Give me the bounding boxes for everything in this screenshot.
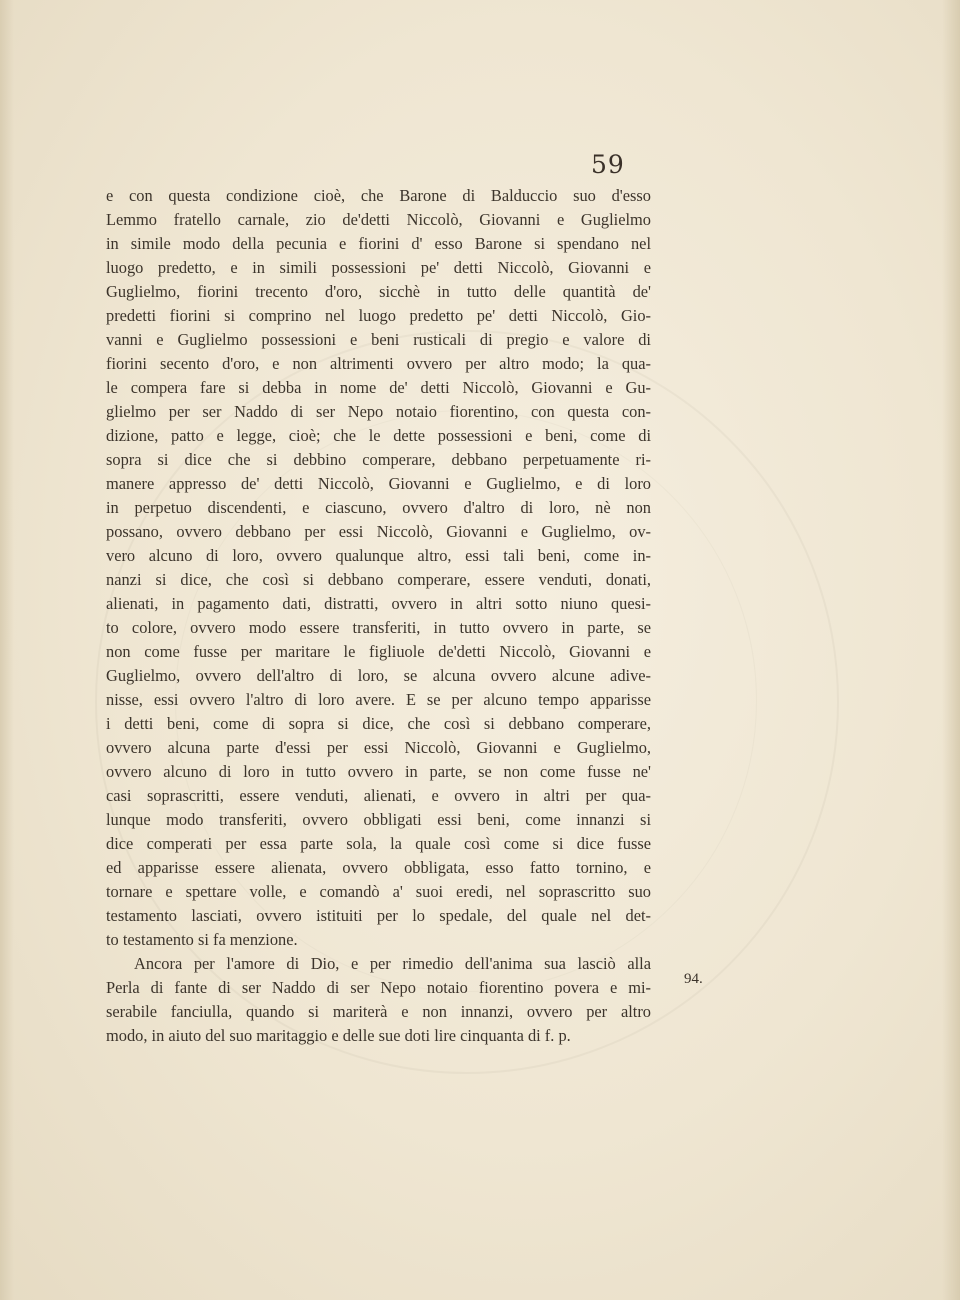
text-line: Lemmo fratello carnale, zio de'detti Niccolò, Giovanni e Guglielmo [106,210,651,229]
text-line: lunque modo transferiti, ovvero obbligati essi beni, come innanzi si [106,810,651,829]
text-line: possano, ovvero debbano per essi Niccolò, Giovanni e Guglielmo, ov- [106,522,651,541]
text-line: serabile fanciulla, quando si mariterà e non innanzi, ovvero per altro [106,1002,651,1021]
text-line: glielmo per ser Naddo di ser Nepo notaio fiorentino, con questa con- [106,402,651,421]
text-line: to colore, ovvero modo essere transferiti, in tutto ovvero in parte, se [106,618,651,637]
text-line: casi soprascritti, essere venduti, alienati, e ovvero in altri per qua- [106,786,651,805]
text-line: fiorini secento d'oro, e non altrimenti ovvero per altro modo; la qua- [106,354,651,373]
page-number: 59 [591,150,625,179]
text-line: testamento lasciati, ovvero istituiti per lo spedale, del quale nel det- [106,906,651,925]
page-edge-right [942,0,960,1300]
text-line: in simile modo della pecunia e fiorini d' esso Barone si spendano nel [106,234,651,253]
text-line: sopra si dice che si debbino comperare, debbano perpetuamente ri- [106,450,651,469]
text-line: Perla di fante di ser Naddo di ser Nepo notaio fiorentino povera e mi- [106,978,651,997]
text-line: predetti fiorini si comprino nel luogo predetto pe' detti Niccolò, Gio- [106,306,651,325]
text-line: dice comperati per essa parte sola, la quale così come si dice fusse [106,834,651,853]
text-line: to testamento si fa menzione. [106,930,298,949]
text-line: Guglielmo, fiorini trecento d'oro, sicchè in tutto delle quantità de' [106,282,651,301]
text-line: alienati, in pagamento dati, distratti, ovvero in altri sotto niuno quesi- [106,594,651,613]
text-line: luogo predetto, e in simili possessioni pe' detti Niccolò, Giovanni e [106,258,651,277]
body-text [106,184,651,1048]
text-line: tornare e spettare volle, e comandò a' suoi eredi, nel soprascritto suo [106,882,651,901]
text-line: Guglielmo, ovvero dell'altro di loro, se alcuna ovvero alcune adive- [106,666,651,685]
text-line: non come fusse per maritare le figliuole de'detti Niccolò, Giovanni e [106,642,651,661]
page-edge-left [0,0,14,1300]
text-line: i detti beni, come di sopra si dice, che così si debbano comperare, [106,714,651,733]
text-line: e con questa condizione cioè, che Barone di Balduccio suo d'esso [106,186,651,205]
text-line: modo, in aiuto del suo maritaggio e delle sue doti lire cinquanta di f. p. [106,1026,571,1045]
text-line: nanzi si dice, che così si debbano comperare, essere venduti, donati, [106,570,651,589]
text-line: ovvero alcuna parte d'essi per essi Niccolò, Giovanni e Guglielmo, [106,738,651,757]
text-line: le compera fare si debba in nome de' detti Niccolò, Giovanni e Gu- [106,378,651,397]
text-line: ovvero alcuno di loro in tutto ovvero in parte, se non come fusse ne' [106,762,651,781]
text-line: ed apparisse essere alienata, ovvero obbligata, esso fatto tornino, e [106,858,651,877]
text-line: dizione, patto e legge, cioè; che le dette possessioni e beni, come di [106,426,651,445]
text-line: vero alcuno di loro, ovvero qualunque altro, essi tali beni, come in- [106,546,651,565]
margin-note: 94. [684,971,703,987]
text-line: manere appresso de' detti Niccolò, Giovanni e Guglielmo, e di loro [106,474,651,493]
text-line: vanni e Guglielmo possessioni e beni rusticali di pregio e valore di [106,330,651,349]
text-line: in perpetuo discendenti, e ciascuno, ovvero d'altro di loro, nè non [106,498,651,517]
text-line: nisse, essi ovvero l'altro di loro avere. E se per alcuno tempo apparisse [106,690,651,709]
text-line: Ancora per l'amore di Dio, e per rimedio dell'anima sua lasciò alla [134,954,651,973]
